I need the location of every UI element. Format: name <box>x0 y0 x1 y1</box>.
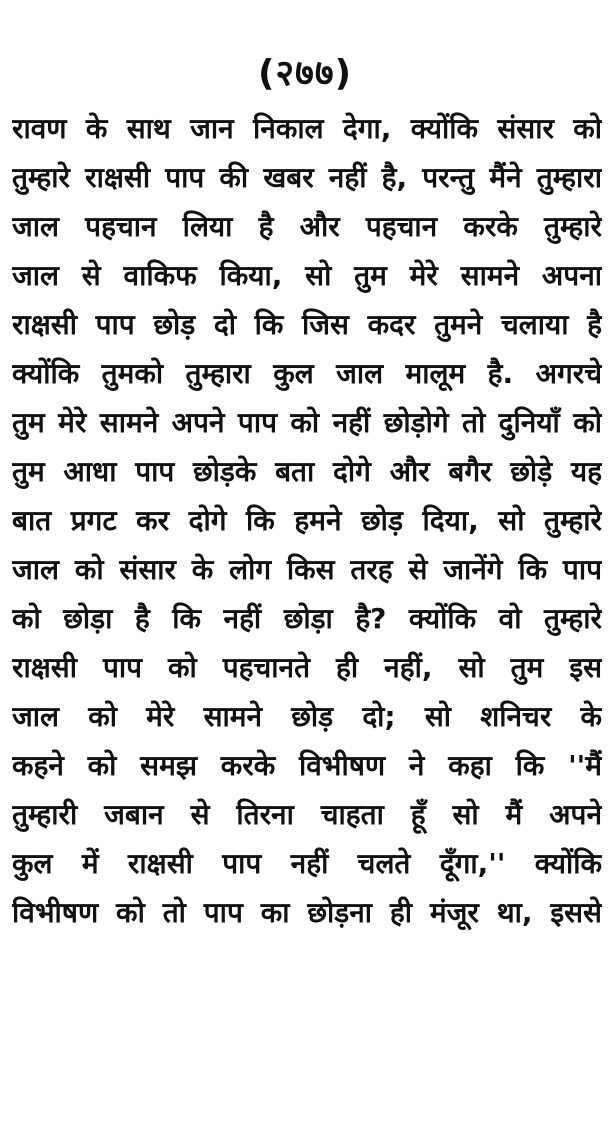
text-line: जाल से वाकिफ किया, सो तुम मेरे सामने अपना <box>12 259 602 292</box>
text-line: राक्षसी पाप छोड़ दो कि जिस कदर तुमने चलाया है <box>12 308 602 341</box>
text-line: क्योंकि तुमको तुम्हारा कुल जाल मालूम है. अगरचे <box>12 357 602 390</box>
text-line: जाल को संसार के लोग किस तरह से जानेंगे कि पाप <box>12 553 602 586</box>
text-line: विभीषण को तो पाप का छोड़ना ही मंजूर था, इससे <box>12 896 602 929</box>
text-line: कुल में राक्षसी पाप नहीं चलते दूँगा,'' क्योंकि <box>12 847 602 880</box>
text-line: जाल पहचान लिया है और पहचान करके तुम्हारे <box>12 210 602 243</box>
text-line: तुम्हारी जबान से तिरना चाहता हूँ सो मैं अपने <box>12 798 602 831</box>
body-text <box>12 104 602 937</box>
text-line: बात प्रगट कर दोगे कि हमने छोड़ दिया, सो तुम्हारे <box>12 504 602 537</box>
text-line: जाल को मेरे सामने छोड़ दो; सो शनिचर के <box>12 700 602 733</box>
text-line: कहने को समझ करके विभीषण ने कहा कि ''मैं <box>12 749 602 782</box>
text-line: को छोड़ा है कि नहीं छोड़ा है? क्योंकि वो तुम्हारे <box>12 602 602 635</box>
text-line: तुम मेरे सामने अपने पाप को नहीं छोड़ोगे तो दुनियाँ को <box>12 406 602 439</box>
text-line: तुम्हारे राक्षसी पाप की खबर नहीं है, परन्तु मैंने तुम्हारा <box>12 161 602 194</box>
text-line: तुम आधा पाप छोड़के बता दोगे और बगैर छोड़े यह <box>12 455 602 488</box>
text-line: राक्षसी पाप को पहचानते ही नहीं, सो तुम इस <box>12 651 602 684</box>
text-line: रावण के साथ जान निकाल देगा, क्योंकि संसार को <box>12 112 602 145</box>
page-number: (२७७) <box>257 53 353 94</box>
